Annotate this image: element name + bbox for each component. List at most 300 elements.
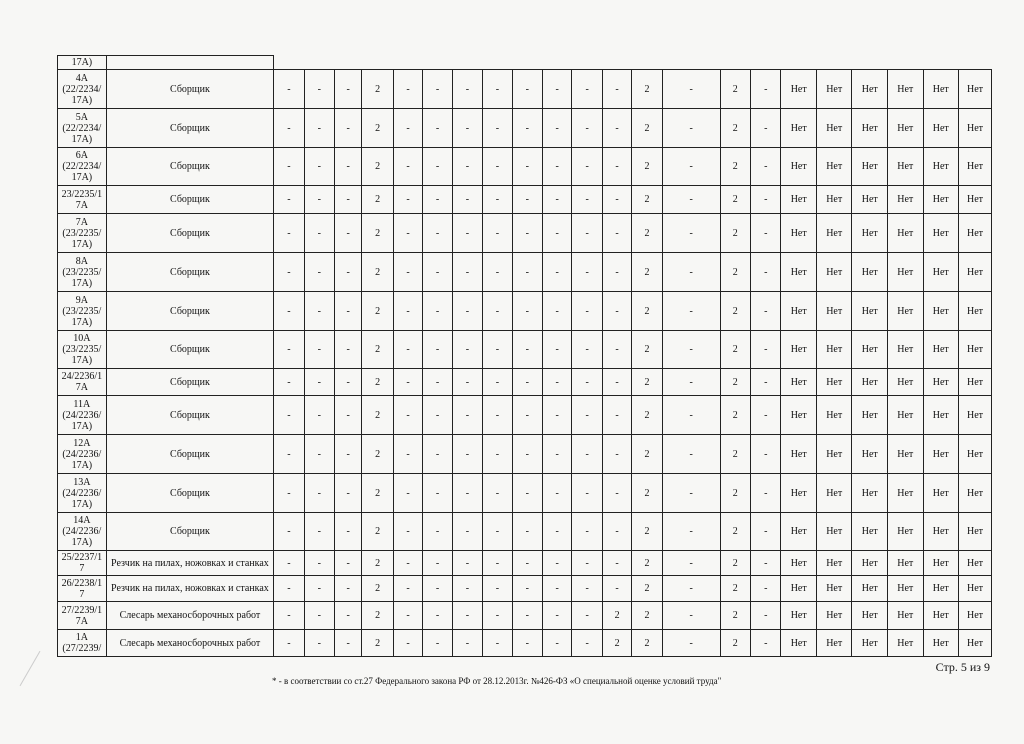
- flag-cell: Нет: [923, 186, 959, 214]
- factor-class-cell: -: [483, 474, 512, 513]
- factor-class-cell: -: [483, 292, 512, 331]
- factor-class-cell: -: [572, 214, 602, 253]
- factor-class-cell: -: [543, 396, 572, 435]
- factor-class-cell: -: [483, 396, 512, 435]
- factor-class-cell: -: [662, 435, 720, 474]
- table-row: [58, 109, 992, 148]
- factor-class-cell: -: [423, 214, 452, 253]
- flag-cell: Нет: [888, 253, 924, 292]
- factor-class-cell: 2: [720, 292, 750, 331]
- flag-cell: Нет: [923, 253, 959, 292]
- table-row: [58, 214, 992, 253]
- flag-cell: Нет: [959, 396, 992, 435]
- factor-class-cell: -: [335, 186, 362, 214]
- flag-cell: Нет: [852, 630, 888, 657]
- factor-class-cell: 2: [632, 630, 662, 657]
- flag-cell: Нет: [852, 369, 888, 396]
- factor-class-cell: -: [512, 148, 542, 186]
- job-title-cell: Сборщик: [106, 70, 273, 109]
- factor-class-cell: -: [335, 253, 362, 292]
- factor-class-cell: -: [572, 369, 602, 396]
- factor-class-cell: -: [452, 602, 482, 630]
- flag-cell: Нет: [923, 214, 959, 253]
- factor-class-cell: -: [274, 70, 304, 109]
- factor-class-cell: -: [602, 186, 631, 214]
- factor-class-cell: -: [274, 214, 304, 253]
- table-row: [58, 396, 992, 435]
- flag-cell: Нет: [852, 253, 888, 292]
- factor-class-cell: 2: [632, 292, 662, 331]
- factor-class-cell: -: [602, 70, 631, 109]
- factor-class-cell: -: [393, 292, 422, 331]
- factor-class-cell: -: [543, 186, 572, 214]
- factor-class-cell: -: [304, 630, 334, 657]
- factor-class-cell: 2: [720, 474, 750, 513]
- factor-class-cell: -: [572, 70, 602, 109]
- job-title-cell: Сборщик: [106, 474, 273, 513]
- factor-class-cell: -: [452, 148, 482, 186]
- flag-cell: Нет: [923, 331, 959, 369]
- flag-cell: Нет: [852, 474, 888, 513]
- flag-cell: Нет: [852, 576, 888, 602]
- factor-class-cell: -: [452, 576, 482, 602]
- factor-class-cell: 2: [720, 186, 750, 214]
- factor-class-cell: -: [452, 630, 482, 657]
- flag-cell: Нет: [923, 602, 959, 630]
- factor-class-cell: -: [572, 253, 602, 292]
- factor-class-cell: -: [483, 70, 512, 109]
- factor-class-cell: 2: [362, 551, 393, 576]
- factor-class-cell: -: [543, 551, 572, 576]
- table-row: [58, 148, 992, 186]
- factor-class-cell: -: [274, 435, 304, 474]
- table-row: [58, 630, 992, 657]
- flag-cell: Нет: [923, 396, 959, 435]
- flag-cell: Нет: [852, 70, 888, 109]
- flag-cell: Нет: [781, 435, 817, 474]
- flag-cell: Нет: [959, 148, 992, 186]
- factor-class-cell: 2: [632, 474, 662, 513]
- factor-class-cell: 2: [720, 396, 750, 435]
- flag-cell: Нет: [781, 630, 817, 657]
- factor-class-cell: -: [452, 253, 482, 292]
- flag-cell: Нет: [852, 148, 888, 186]
- table-row: [58, 253, 992, 292]
- flag-cell: Нет: [816, 602, 852, 630]
- workplace-number-cell: 10A (23/2235/ 17A): [58, 331, 107, 369]
- factor-class-cell: 2: [720, 369, 750, 396]
- factor-class-cell: -: [572, 474, 602, 513]
- flag-cell: Нет: [888, 513, 924, 551]
- factor-class-cell: -: [751, 435, 781, 474]
- factor-class-cell: -: [304, 253, 334, 292]
- job-title-cell: Сборщик: [106, 109, 273, 148]
- flag-cell: Нет: [816, 70, 852, 109]
- factor-class-cell: -: [602, 292, 631, 331]
- factor-class-cell: -: [751, 396, 781, 435]
- factor-class-cell: -: [483, 331, 512, 369]
- factor-class-cell: -: [274, 551, 304, 576]
- factor-class-cell: -: [452, 70, 482, 109]
- factor-class-cell: -: [452, 292, 482, 331]
- factor-class-cell: -: [452, 396, 482, 435]
- factor-class-cell: 2: [632, 109, 662, 148]
- factor-class-cell: -: [662, 70, 720, 109]
- factor-class-cell: -: [304, 396, 334, 435]
- flag-cell: Нет: [959, 551, 992, 576]
- factor-class-cell: -: [572, 292, 602, 331]
- factor-class-cell: -: [393, 602, 422, 630]
- factor-class-cell: -: [572, 331, 602, 369]
- factor-class-cell: -: [602, 214, 631, 253]
- factor-class-cell: -: [543, 369, 572, 396]
- factor-class-cell: -: [662, 630, 720, 657]
- factor-class-cell: -: [423, 70, 452, 109]
- factor-class-cell: -: [512, 396, 542, 435]
- factor-class-cell: 2: [720, 70, 750, 109]
- flag-cell: Нет: [959, 331, 992, 369]
- workplace-number-cell: 11A (24/2236/ 17A): [58, 396, 107, 435]
- flag-cell: Нет: [888, 576, 924, 602]
- factor-class-cell: -: [393, 70, 422, 109]
- flag-cell: Нет: [852, 602, 888, 630]
- factor-class-cell: -: [602, 576, 631, 602]
- flag-cell: Нет: [959, 513, 992, 551]
- flag-cell: Нет: [816, 551, 852, 576]
- factor-class-cell: -: [304, 551, 334, 576]
- factor-class-cell: -: [393, 109, 422, 148]
- flag-cell: Нет: [888, 474, 924, 513]
- factor-class-cell: -: [662, 576, 720, 602]
- factor-class-cell: 2: [720, 148, 750, 186]
- factor-class-cell: 2: [362, 331, 393, 369]
- flag-cell: Нет: [781, 292, 817, 331]
- factor-class-cell: -: [274, 369, 304, 396]
- flag-cell: Нет: [852, 292, 888, 331]
- factor-class-cell: -: [512, 474, 542, 513]
- flag-cell: Нет: [923, 576, 959, 602]
- factor-class-cell: -: [304, 292, 334, 331]
- flag-cell: Нет: [888, 109, 924, 148]
- factor-class-cell: -: [393, 513, 422, 551]
- flag-cell: Нет: [781, 513, 817, 551]
- factor-class-cell: -: [483, 148, 512, 186]
- job-title-cell: Сборщик: [106, 513, 273, 551]
- factor-class-cell: -: [483, 513, 512, 551]
- factor-class-cell: -: [543, 630, 572, 657]
- flag-cell: Нет: [959, 214, 992, 253]
- factor-class-cell: 2: [362, 435, 393, 474]
- job-title-cell: Сборщик: [106, 148, 273, 186]
- factor-class-cell: -: [662, 602, 720, 630]
- factor-class-cell: -: [335, 70, 362, 109]
- factor-class-cell: -: [512, 186, 542, 214]
- workplace-number-cell: 14A (24/2236/ 17A): [58, 513, 107, 551]
- workplace-number-cell: 17A): [58, 56, 107, 70]
- factor-class-cell: -: [274, 474, 304, 513]
- flag-cell: Нет: [781, 602, 817, 630]
- flag-cell: Нет: [923, 551, 959, 576]
- factor-class-cell: -: [423, 109, 452, 148]
- factor-class-cell: -: [543, 435, 572, 474]
- factor-class-cell: 2: [362, 630, 393, 657]
- flag-cell: Нет: [781, 214, 817, 253]
- factor-class-cell: -: [572, 435, 602, 474]
- flag-cell: Нет: [852, 109, 888, 148]
- flag-cell: Нет: [852, 396, 888, 435]
- workplace-number-cell: 8A (23/2235/ 17A): [58, 253, 107, 292]
- factor-class-cell: -: [662, 148, 720, 186]
- factor-class-cell: -: [751, 576, 781, 602]
- factor-class-cell: -: [335, 435, 362, 474]
- factor-class-cell: -: [543, 214, 572, 253]
- factor-class-cell: 2: [720, 602, 750, 630]
- workplace-number-cell: 9A (23/2235/ 17A): [58, 292, 107, 331]
- factor-class-cell: -: [452, 474, 482, 513]
- table-row: [58, 551, 992, 576]
- job-title-cell: Резчик на пилах, ножовках и станках: [106, 576, 273, 602]
- factor-class-cell: -: [512, 576, 542, 602]
- factor-class-cell: -: [512, 331, 542, 369]
- factor-class-cell: 2: [720, 331, 750, 369]
- factor-class-cell: -: [304, 331, 334, 369]
- factor-class-cell: 2: [720, 551, 750, 576]
- job-title-cell: [106, 56, 273, 70]
- factor-class-cell: -: [572, 630, 602, 657]
- factor-class-cell: -: [602, 396, 631, 435]
- flag-cell: Нет: [923, 513, 959, 551]
- factor-class-cell: -: [662, 292, 720, 331]
- factor-class-cell: -: [602, 109, 631, 148]
- workplace-number-cell: 1A (27/2239/: [58, 630, 107, 657]
- factor-class-cell: -: [512, 630, 542, 657]
- factor-class-cell: -: [393, 369, 422, 396]
- factor-class-cell: -: [274, 513, 304, 551]
- factor-class-cell: -: [393, 214, 422, 253]
- factor-class-cell: -: [572, 602, 602, 630]
- flag-cell: Нет: [781, 474, 817, 513]
- footnote: * - в соответствии со ст.27 Федерального закона РФ от 28.12.2013г. №426-ФЗ «О специальной оценке условий труда": [272, 676, 722, 686]
- factor-class-cell: -: [423, 369, 452, 396]
- factor-class-cell: -: [483, 369, 512, 396]
- factor-class-cell: 2: [362, 369, 393, 396]
- workplace-number-cell: 27/2239/1 7A: [58, 602, 107, 630]
- factor-class-cell: -: [335, 513, 362, 551]
- flag-cell: Нет: [816, 513, 852, 551]
- flag-cell: Нет: [816, 148, 852, 186]
- table-row: [58, 70, 992, 109]
- job-title-cell: Сборщик: [106, 292, 273, 331]
- factor-class-cell: 2: [362, 186, 393, 214]
- factor-class-cell: 2: [632, 513, 662, 551]
- empty-cell: [274, 56, 992, 70]
- factor-class-cell: 2: [362, 70, 393, 109]
- factor-class-cell: -: [423, 435, 452, 474]
- factor-class-cell: -: [452, 186, 482, 214]
- factor-class-cell: -: [572, 513, 602, 551]
- factor-class-cell: -: [662, 396, 720, 435]
- factor-class-cell: -: [543, 253, 572, 292]
- factor-class-cell: -: [512, 435, 542, 474]
- factor-class-cell: 2: [632, 148, 662, 186]
- factor-class-cell: -: [274, 602, 304, 630]
- flag-cell: Нет: [816, 186, 852, 214]
- factor-class-cell: 2: [602, 602, 631, 630]
- factor-class-cell: -: [543, 474, 572, 513]
- flag-cell: Нет: [923, 109, 959, 148]
- flag-cell: Нет: [959, 369, 992, 396]
- factor-class-cell: -: [572, 396, 602, 435]
- factor-class-cell: 2: [362, 214, 393, 253]
- factor-class-cell: -: [572, 148, 602, 186]
- flag-cell: Нет: [781, 331, 817, 369]
- factor-class-cell: -: [751, 70, 781, 109]
- flag-cell: Нет: [888, 214, 924, 253]
- factor-class-cell: 2: [362, 513, 393, 551]
- factor-class-cell: -: [274, 331, 304, 369]
- factor-class-cell: 2: [632, 214, 662, 253]
- factor-class-cell: -: [304, 70, 334, 109]
- factor-class-cell: -: [602, 253, 631, 292]
- scan-artifact: [20, 651, 41, 686]
- factor-class-cell: -: [543, 292, 572, 331]
- factor-class-cell: -: [423, 474, 452, 513]
- factor-class-cell: -: [483, 602, 512, 630]
- flag-cell: Нет: [816, 630, 852, 657]
- factor-class-cell: -: [512, 292, 542, 331]
- factor-class-cell: -: [335, 148, 362, 186]
- factor-class-cell: -: [335, 630, 362, 657]
- factor-class-cell: -: [662, 551, 720, 576]
- flag-cell: Нет: [959, 253, 992, 292]
- factor-class-cell: 2: [632, 576, 662, 602]
- factor-class-cell: -: [572, 109, 602, 148]
- factor-class-cell: 2: [720, 435, 750, 474]
- flag-cell: Нет: [888, 369, 924, 396]
- factor-class-cell: -: [304, 576, 334, 602]
- factor-class-cell: 2: [362, 292, 393, 331]
- factor-class-cell: -: [274, 292, 304, 331]
- factor-class-cell: 2: [632, 602, 662, 630]
- factor-class-cell: -: [512, 602, 542, 630]
- factor-class-cell: -: [393, 576, 422, 602]
- factor-class-cell: -: [335, 292, 362, 331]
- flag-cell: Нет: [888, 70, 924, 109]
- factor-class-cell: -: [304, 435, 334, 474]
- factor-class-cell: -: [274, 253, 304, 292]
- factor-class-cell: -: [452, 513, 482, 551]
- flag-cell: Нет: [888, 630, 924, 657]
- factor-class-cell: -: [751, 109, 781, 148]
- factor-class-cell: -: [543, 70, 572, 109]
- factor-class-cell: 2: [632, 253, 662, 292]
- workplace-number-cell: 25/2237/1 7: [58, 551, 107, 576]
- factor-class-cell: -: [423, 630, 452, 657]
- factor-class-cell: -: [572, 576, 602, 602]
- job-title-cell: Сборщик: [106, 186, 273, 214]
- factor-class-cell: -: [543, 576, 572, 602]
- flag-cell: Нет: [959, 474, 992, 513]
- flag-cell: Нет: [816, 576, 852, 602]
- flag-cell: Нет: [923, 292, 959, 331]
- factor-class-cell: -: [423, 253, 452, 292]
- workplace-number-cell: 12A (24/2236/ 17A): [58, 435, 107, 474]
- flag-cell: Нет: [923, 70, 959, 109]
- factor-class-cell: -: [335, 396, 362, 435]
- factor-class-cell: -: [512, 551, 542, 576]
- factor-class-cell: -: [304, 513, 334, 551]
- flag-cell: Нет: [781, 186, 817, 214]
- factor-class-cell: 2: [720, 576, 750, 602]
- flag-cell: Нет: [781, 109, 817, 148]
- factor-class-cell: -: [543, 148, 572, 186]
- factor-class-cell: -: [483, 630, 512, 657]
- table-row: [58, 369, 992, 396]
- factor-class-cell: -: [662, 186, 720, 214]
- flag-cell: Нет: [816, 214, 852, 253]
- assessment-table: [57, 55, 992, 657]
- flag-cell: Нет: [923, 435, 959, 474]
- factor-class-cell: -: [393, 435, 422, 474]
- factor-class-cell: -: [483, 253, 512, 292]
- flag-cell: Нет: [888, 602, 924, 630]
- factor-class-cell: -: [335, 109, 362, 148]
- flag-cell: Нет: [852, 513, 888, 551]
- factor-class-cell: 2: [362, 576, 393, 602]
- factor-class-cell: -: [662, 253, 720, 292]
- flag-cell: Нет: [923, 148, 959, 186]
- factor-class-cell: -: [751, 513, 781, 551]
- factor-class-cell: -: [751, 369, 781, 396]
- factor-class-cell: -: [602, 551, 631, 576]
- factor-class-cell: -: [543, 513, 572, 551]
- factor-class-cell: 2: [720, 109, 750, 148]
- flag-cell: Нет: [959, 186, 992, 214]
- factor-class-cell: -: [483, 551, 512, 576]
- factor-class-cell: -: [274, 148, 304, 186]
- factor-class-cell: -: [393, 253, 422, 292]
- factor-class-cell: -: [274, 576, 304, 602]
- workplace-number-cell: 4A (22/2234/ 17A): [58, 70, 107, 109]
- factor-class-cell: -: [543, 109, 572, 148]
- factor-class-cell: -: [423, 551, 452, 576]
- factor-class-cell: -: [274, 109, 304, 148]
- flag-cell: Нет: [781, 70, 817, 109]
- factor-class-cell: -: [602, 331, 631, 369]
- factor-class-cell: -: [452, 331, 482, 369]
- job-title-cell: Резчик на пилах, ножовках и станках: [106, 551, 273, 576]
- factor-class-cell: 2: [362, 396, 393, 435]
- factor-class-cell: 2: [632, 551, 662, 576]
- job-title-cell: Сборщик: [106, 253, 273, 292]
- flag-cell: Нет: [781, 551, 817, 576]
- factor-class-cell: -: [751, 214, 781, 253]
- flag-cell: Нет: [959, 435, 992, 474]
- flag-cell: Нет: [816, 331, 852, 369]
- flag-cell: Нет: [852, 331, 888, 369]
- table-row: [58, 513, 992, 551]
- factor-class-cell: -: [602, 435, 631, 474]
- factor-class-cell: -: [304, 186, 334, 214]
- factor-class-cell: -: [483, 186, 512, 214]
- factor-class-cell: 2: [632, 70, 662, 109]
- factor-class-cell: -: [393, 186, 422, 214]
- factor-class-cell: -: [304, 109, 334, 148]
- factor-class-cell: -: [452, 109, 482, 148]
- factor-class-cell: 2: [362, 253, 393, 292]
- factor-class-cell: -: [512, 214, 542, 253]
- flag-cell: Нет: [816, 435, 852, 474]
